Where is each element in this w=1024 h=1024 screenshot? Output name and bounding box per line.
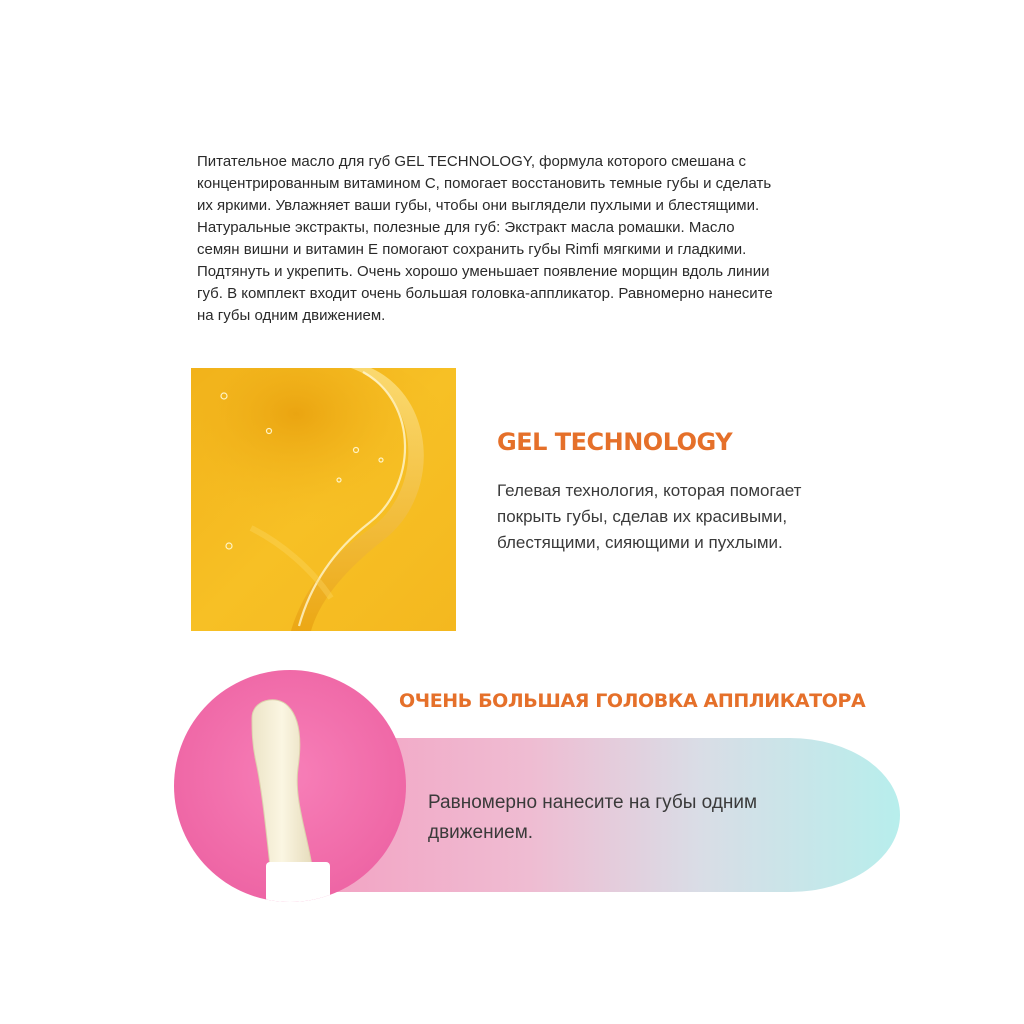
intro-paragraph: Питательное масло для губ GEL TECHNOLOGY, формула которого смешана с концентрированным витамином C, помогает восстановить темные губы и сделать их яркими. Увлажняет ваши губы, чтобы они выглядели пухлыми и блестящими. Натуральные экстракты, полезные для губ: Экстракт масла ромашки. Масло семян вишни и витамин E помогают сохранить губы Rimfi мягкими и гладкими. Подтянуть и укрепить. Очень хорошо уменьшает появление морщин вдоль линии губ. В комплект входит очень большая головка-аппликатор. Равномерно нанесите на губы одним движением. <box>197 153 773 324</box>
applicator-image <box>174 670 406 902</box>
gel-texture-image <box>191 368 456 631</box>
gel-technology-description: Гелевая технология, которая помогает покрыть губы, сделав их красивыми, блестящими, сияющими и пухлыми. <box>497 481 802 552</box>
applicator-heading: ОЧЕНЬ БОЛЬШАЯ ГОЛОВКА АППЛИКАТОРА <box>399 690 866 712</box>
gel-technology-heading: GEL TECHNOLOGY <box>497 428 733 456</box>
applicator-description: Равномерно нанесите на губы одним движением. <box>428 792 758 843</box>
